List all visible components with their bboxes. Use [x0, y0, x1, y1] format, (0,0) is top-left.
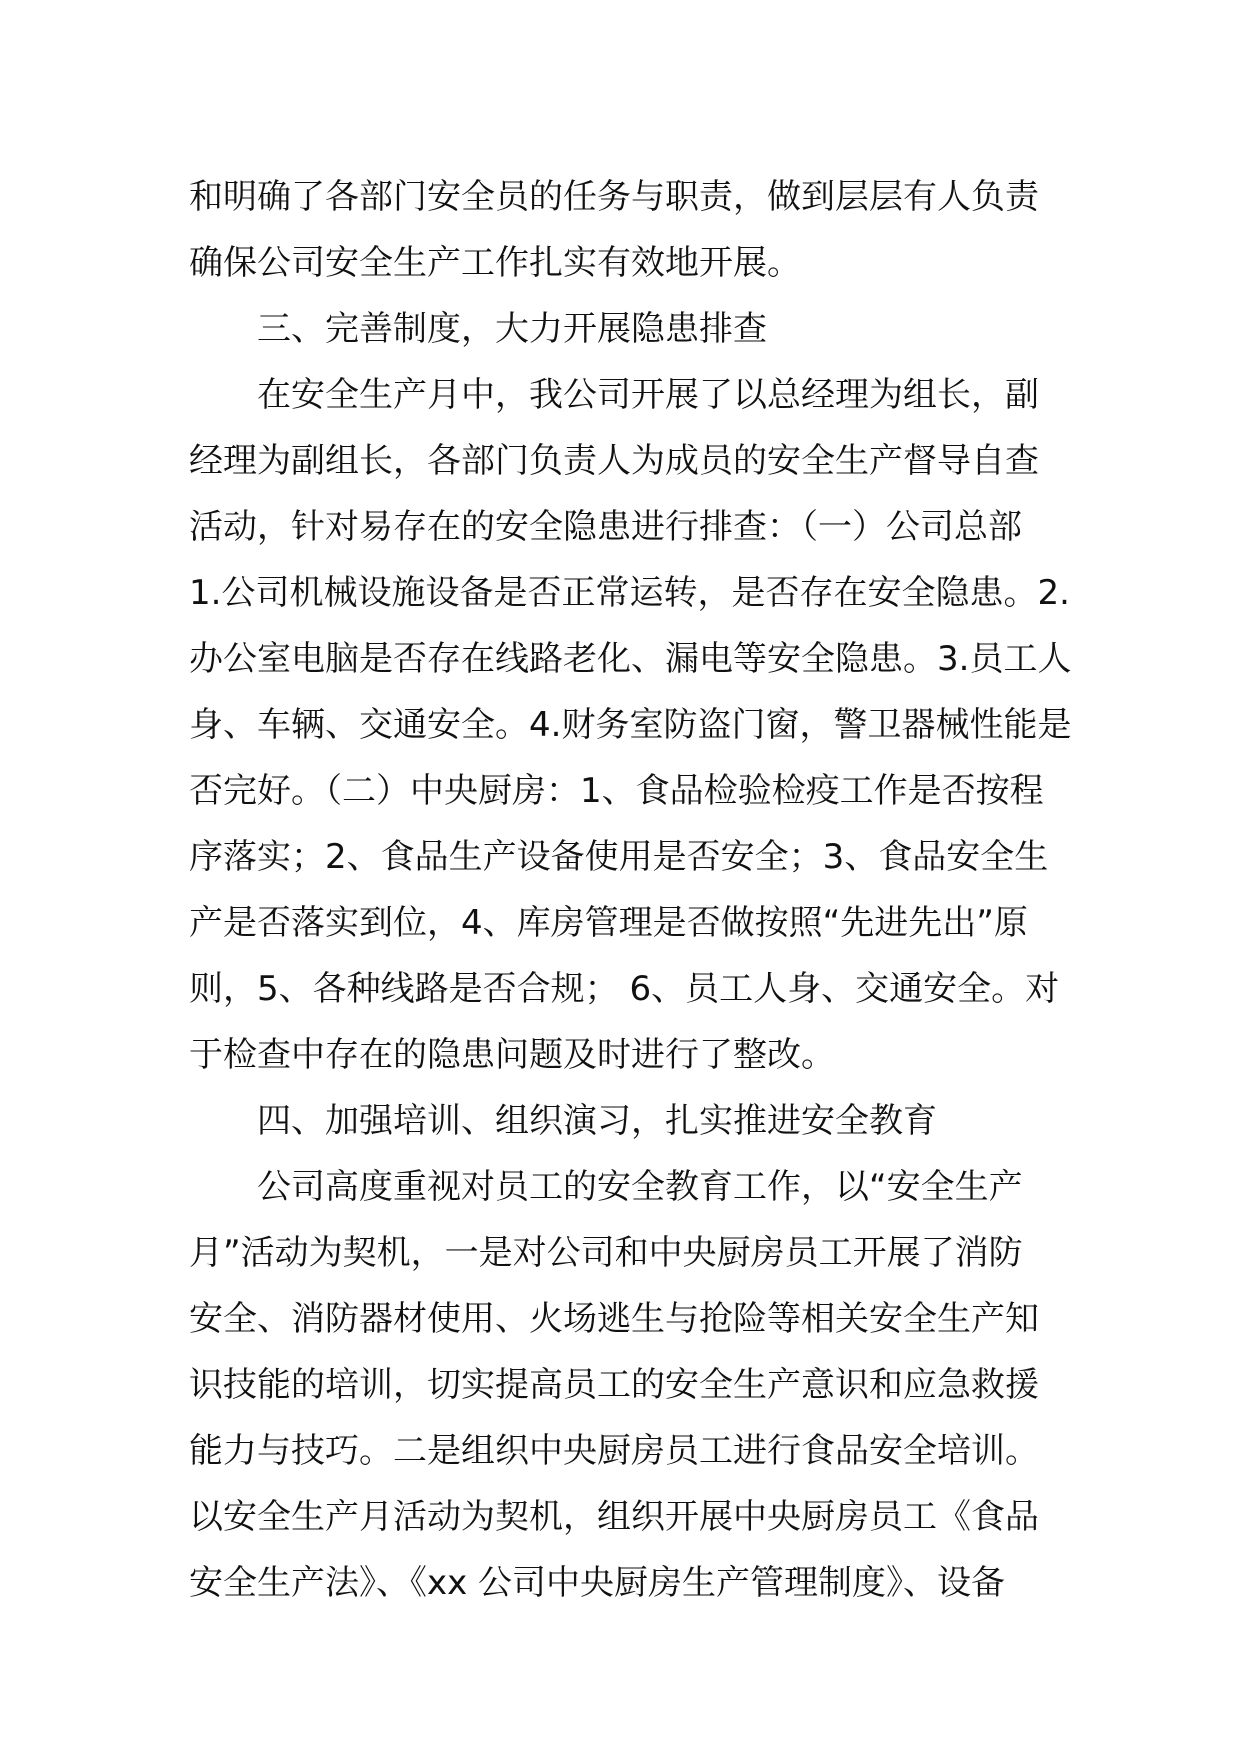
document-body [189, 164, 1072, 1616]
paragraph-first-line: 公司高度重视对员工的安全教育工作，以“安全生产 [257, 1167, 1023, 1207]
text-line: 识技能的培训，切实提高员工的安全生产意识和应急救援 [189, 1365, 1039, 1405]
text-line: 否完好。（二）中央厨房：1、食品检验检疫工作是否按程 [189, 771, 1044, 811]
text-line: 安全生产法》、《xx 公司中央厨房生产管理制度》、设备 [189, 1563, 1006, 1603]
text-line: 1.公司机械设施设备是否正常运转，是否存在安全隐患。2. [189, 573, 1070, 613]
text-line: 活动，针对易存在的安全隐患进行排查：（一）公司总部 [189, 507, 1022, 547]
text-line: 安全、消防器材使用、火场逃生与抢险等相关安全生产知 [189, 1299, 1039, 1339]
text-line: 身、车辆、交通安全。4.财务室防盗门窗，警卫器械性能是 [189, 705, 1072, 745]
paragraph-first-line: 在安全生产月中，我公司开展了以总经理为组长，副 [257, 375, 1039, 415]
text-line: 确保公司安全生产工作扎实有效地开展。 [189, 243, 801, 283]
text-line: 能力与技巧。二是组织中央厨房员工进行食品安全培训。 [189, 1431, 1039, 1471]
text-line: 和明确了各部门安全员的任务与职责，做到层层有人负责 [189, 177, 1039, 217]
section-heading: 四、加强培训、组织演习，扎实推进安全教育 [257, 1101, 937, 1141]
text-line: 月”活动为契机，一是对公司和中央厨房员工开展了消防 [189, 1233, 1023, 1273]
text-line: 产是否落实到位，4、库房管理是否做按照“先进先出”原 [189, 903, 1028, 943]
section-heading: 三、完善制度，大力开展隐患排查 [257, 309, 767, 349]
text-line: 则，5、各种线路是否合规； 6、员工人身、交通安全。对 [189, 969, 1060, 1009]
text-line: 经理为副组长，各部门负责人为成员的安全生产督导自查 [189, 441, 1039, 481]
text-line: 序落实；2、食品生产设备使用是否安全；3、食品安全生 [189, 837, 1049, 877]
text-line: 以安全生产月活动为契机，组织开展中央厨房员工《食品 [189, 1497, 1039, 1537]
text-line: 于检查中存在的隐患问题及时进行了整改。 [189, 1035, 835, 1075]
text-line: 办公室电脑是否存在线路老化、漏电等安全隐患。3.员工人 [189, 639, 1072, 679]
